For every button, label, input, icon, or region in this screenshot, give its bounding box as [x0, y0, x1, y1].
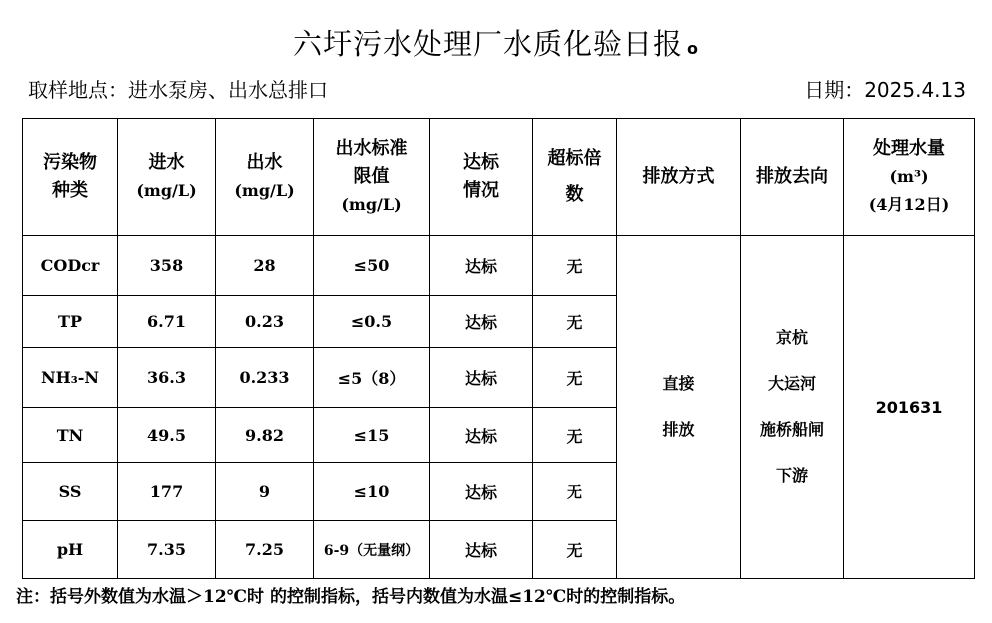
header-effluent: 出水 (mg/L) — [216, 119, 314, 236]
influent-value: 49.5 — [118, 408, 216, 463]
header-compliance: 达标 情况 — [430, 119, 533, 236]
influent-value: 6.71 — [118, 296, 216, 348]
limit-value: ≤50 — [314, 236, 430, 296]
compliance-status: 达标 — [430, 408, 533, 463]
treated-volume: 201631 — [844, 236, 975, 579]
effluent-value: 7.25 — [216, 521, 314, 579]
pollutant-name: NH₃-N — [23, 348, 118, 408]
header-discharge-mode: 排放方式 — [617, 119, 741, 236]
exceed-multiple: 无 — [533, 236, 617, 296]
influent-value: 358 — [118, 236, 216, 296]
report-title — [0, 22, 992, 63]
header-volume: 处理水量 (m³) (4月12日) — [844, 119, 975, 236]
exceed-multiple: 无 — [533, 463, 617, 521]
header-limit: 出水标准 限值 (mg/L) — [314, 119, 430, 236]
effluent-value: 9 — [216, 463, 314, 521]
influent-value: 36.3 — [118, 348, 216, 408]
header-influent: 进水 (mg/L) — [118, 119, 216, 236]
effluent-value: 28 — [216, 236, 314, 296]
discharge-mode-cell: 直接 排放 — [617, 236, 741, 579]
influent-value: 7.35 — [118, 521, 216, 579]
table-row — [23, 236, 975, 296]
exceed-multiple: 无 — [533, 408, 617, 463]
exceed-multiple: 无 — [533, 296, 617, 348]
pollutant-name: TP — [23, 296, 118, 348]
water-quality-table — [22, 118, 975, 579]
pollutant-name: CODcr — [23, 236, 118, 296]
limit-value: ≤15 — [314, 408, 430, 463]
compliance-status: 达标 — [430, 236, 533, 296]
compliance-status: 达标 — [430, 463, 533, 521]
sampling-location: 取样地点：进水泵房、出水总排口 — [28, 78, 328, 102]
exceed-multiple: 无 — [533, 521, 617, 579]
header-discharge-dest: 排放去向 — [741, 119, 844, 236]
pollutant-name: TN — [23, 408, 118, 463]
compliance-status: 达标 — [430, 296, 533, 348]
discharge-dest-cell: 京杭 大运河 施桥船闸 下游 — [741, 236, 844, 579]
limit-value: ≤0.5 — [314, 296, 430, 348]
pollutant-name: pH — [23, 521, 118, 579]
limit-value: ≤5（8） — [314, 348, 430, 408]
effluent-value: 9.82 — [216, 408, 314, 463]
effluent-value: 0.233 — [216, 348, 314, 408]
header-exceed: 超标倍 数 — [533, 119, 617, 236]
influent-value: 177 — [118, 463, 216, 521]
compliance-status: 达标 — [430, 521, 533, 579]
effluent-value: 0.23 — [216, 296, 314, 348]
limit-value: ≤10 — [314, 463, 430, 521]
pollutant-name: SS — [23, 463, 118, 521]
footnote: 注：括号外数值为水温＞12℃时 的控制指标，括号内数值为水温≤12℃时的控制指标。 — [16, 587, 686, 607]
exceed-multiple: 无 — [533, 348, 617, 408]
title-suffix: o — [687, 39, 699, 58]
header-row — [23, 119, 975, 236]
limit-value: 6-9（无量纲） — [314, 521, 430, 579]
compliance-status: 达标 — [430, 348, 533, 408]
report-title-text: 六圩污水处理厂水质化验日报 — [292, 27, 683, 61]
header-pollutant: 污染物 种类 — [23, 119, 118, 236]
report-date: 日期：2025.4.13 — [804, 78, 966, 102]
